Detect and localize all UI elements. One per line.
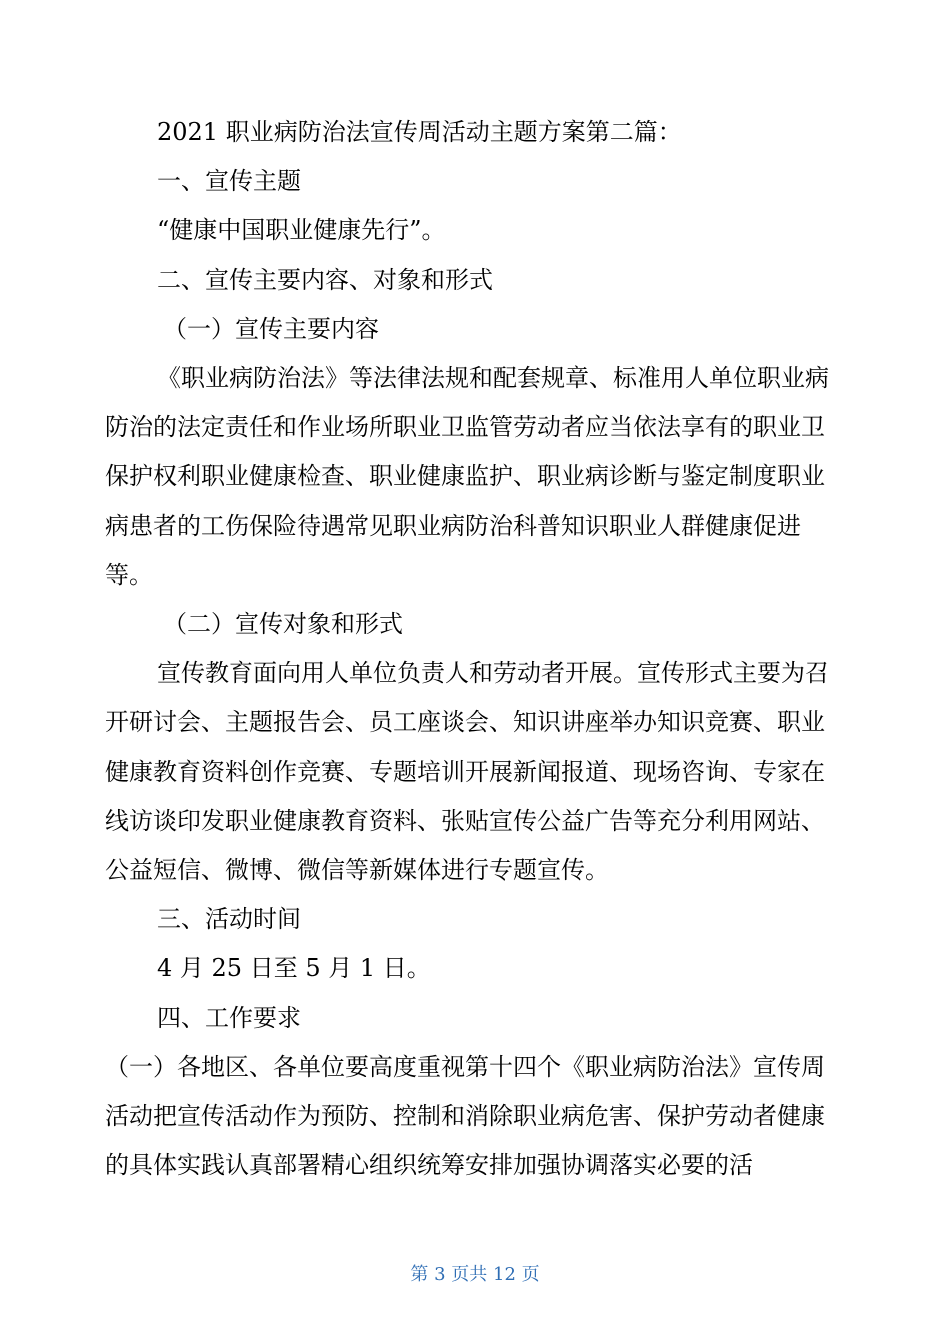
document-title-line: 2021 职业病防治法宣传周活动主题方案第二篇： [157,118,682,146]
theme-text: “健康中国职业健康先行”。 [157,216,446,245]
section-heading-theme: 一、宣传主题 [157,167,301,196]
main-content-paragraph: 《职业病防治法》等法律法规和配套规章、标准用人单位职业病防治的法定责任和作业场所职业卫监管劳动者应当依法享有的职业卫保护权利职业健康检查、职业健康监护、职业病诊断与鉴定制度职业病患者的工伤保险待遇常见职业病防治科普知识职业人群健康促进等。 [105,364,829,589]
subheading-target-form: （二）宣传对象和形式 [163,610,403,639]
document-body [105,108,829,1190]
section-heading-time: 三、活动时间 [157,905,301,934]
target-form-paragraph: 宣传教育面向用人单位负责人和劳动者开展。宣传形式主要为召开研讨会、主题报告会、员工座谈会、知识讲座举办知识竞赛、职业健康教育资料创作竞赛、专题培训开展新闻报道、现场咨询、专家在线访谈印发职业健康教育资料、张贴宣传公益广告等充分利用网站、公益短信、微博、微信等新媒体进行专题宣传。 [105,659,829,885]
requirements-paragraph: （一）各地区、各单位要高度重视第十四个《职业病防治法》宣传周活动把宣传活动作为预防、控制和消除职业病危害、保护劳动者健康的具体实践认真部署精心组织统筹安排加强协调落实必要的活 [105,1052,825,1180]
activity-time-text: 4 月 25 日至 5 月 1 日。 [157,954,431,983]
section-heading-requirements: 四、工作要求 [157,1003,301,1032]
section-heading-content: 二、宣传主要内容、对象和形式 [157,265,493,294]
page-number-footer: 第 3 页共 12 页 [410,1264,540,1285]
subheading-main-content: （一）宣传主要内容 [163,314,379,343]
